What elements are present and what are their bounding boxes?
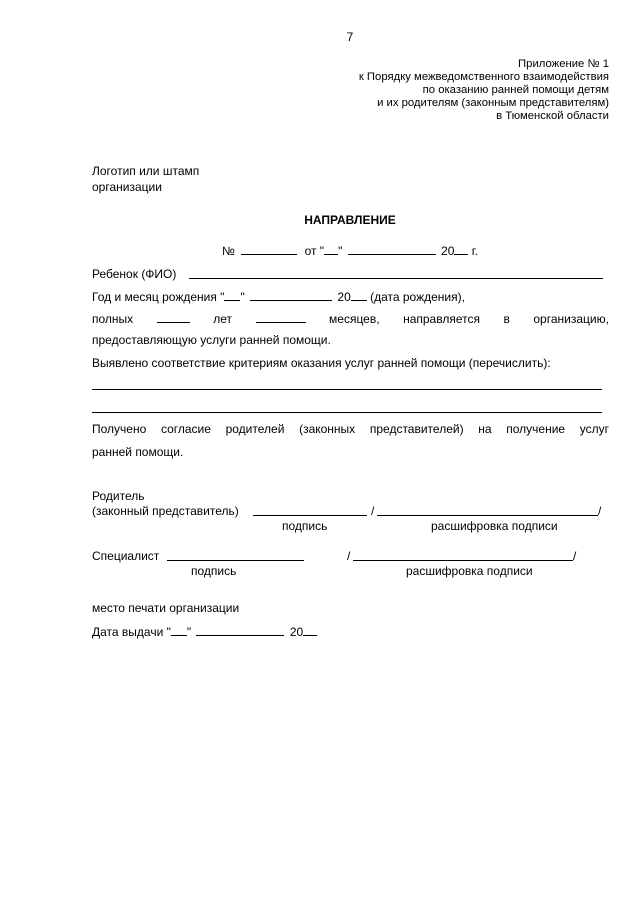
issue-year-field[interactable]: [303, 624, 317, 636]
birth-label: Год и месяц рождения ": [92, 290, 225, 304]
day-field[interactable]: [324, 243, 338, 255]
document-title: НАПРАВЛЕНИЕ: [304, 213, 396, 227]
annex-line: и их родителям (законным представителям): [377, 97, 609, 109]
birth-day-field[interactable]: [224, 289, 240, 301]
number-sign: №: [222, 244, 235, 258]
organization-label: организацию,: [533, 312, 609, 326]
issue-year-prefix: 20: [289, 625, 304, 639]
quote: ": [186, 625, 192, 639]
date-from-label: от ": [304, 244, 325, 258]
criteria-field-line-1[interactable]: [92, 389, 602, 390]
number-field[interactable]: [241, 243, 297, 255]
page-number: 7: [346, 30, 354, 44]
parent-signature-field[interactable]: [253, 515, 367, 516]
consent-line-1: Получено согласие родителей (законных представителей) на получение услуг: [92, 422, 609, 436]
criteria-field-line-2[interactable]: [92, 412, 602, 413]
signature-caption: подпись: [191, 564, 237, 578]
annex-line: к Порядку межведомственного взаимодействия: [358, 71, 609, 83]
child-label: Ребенок (ФИО): [92, 267, 177, 281]
age-years-label: лет: [213, 312, 232, 326]
annex-line: по оказанию ранней помощи детям: [422, 84, 609, 96]
logo-line: организации: [92, 180, 162, 194]
age-months-label: месяцев,: [329, 312, 380, 326]
parent-label: Родитель: [92, 489, 145, 503]
birth-year-field[interactable]: [351, 289, 367, 301]
birth-row: [92, 289, 465, 304]
decode-caption: расшифровка подписи: [406, 564, 533, 578]
in-label: в: [503, 312, 510, 326]
annex-header: [359, 58, 609, 123]
month-field[interactable]: [348, 243, 436, 255]
specialist-decode-field[interactable]: [353, 560, 573, 561]
issue-date-row: [92, 624, 317, 639]
directed-label: направляется: [403, 312, 480, 326]
annex-line: в Тюменской области: [496, 110, 609, 122]
age-full-label: полных: [92, 312, 134, 326]
annex-line: Приложение № 1: [518, 58, 609, 70]
child-name-field[interactable]: [189, 278, 603, 279]
age-years-field[interactable]: [157, 311, 190, 323]
number-date-row: [222, 243, 478, 258]
slash: /: [598, 504, 602, 518]
slash: /: [371, 504, 375, 518]
issue-day-field[interactable]: [171, 624, 187, 636]
age-row: [92, 311, 609, 326]
signature-caption: подпись: [282, 519, 328, 533]
age-months-field[interactable]: [256, 311, 306, 323]
slash: /: [573, 549, 577, 563]
year-suffix: г.: [468, 244, 478, 258]
year-field[interactable]: [454, 243, 468, 255]
birth-year-prefix: 20: [337, 290, 351, 304]
birth-suffix: (дата рождения),: [366, 290, 465, 304]
quote: ": [240, 290, 245, 304]
specialist-signature-field[interactable]: [167, 560, 304, 561]
parent-label-2: (законный представитель): [92, 504, 239, 518]
decode-caption: расшифровка подписи: [431, 519, 558, 533]
quote: ": [338, 244, 343, 258]
slash: /: [347, 549, 351, 563]
year-prefix: 20: [441, 244, 455, 258]
parent-decode-field[interactable]: [377, 515, 598, 516]
providing-text: предоставляющую услуги ранней помощи.: [92, 333, 331, 347]
issue-date-label: Дата выдачи ": [92, 625, 171, 639]
issue-month-field[interactable]: [196, 624, 284, 636]
logo-line: Логотип или штамп: [92, 164, 200, 178]
criteria-label: Выявлено соответствие критериям оказания услуг ранней помощи (перечислить):: [92, 356, 551, 370]
stamp-place-label: место печати организации: [92, 601, 240, 615]
birth-month-field[interactable]: [250, 289, 332, 301]
consent-line-2: ранней помощи.: [92, 445, 184, 459]
logo-placeholder: [92, 163, 199, 195]
specialist-label: Специалист: [92, 549, 160, 563]
